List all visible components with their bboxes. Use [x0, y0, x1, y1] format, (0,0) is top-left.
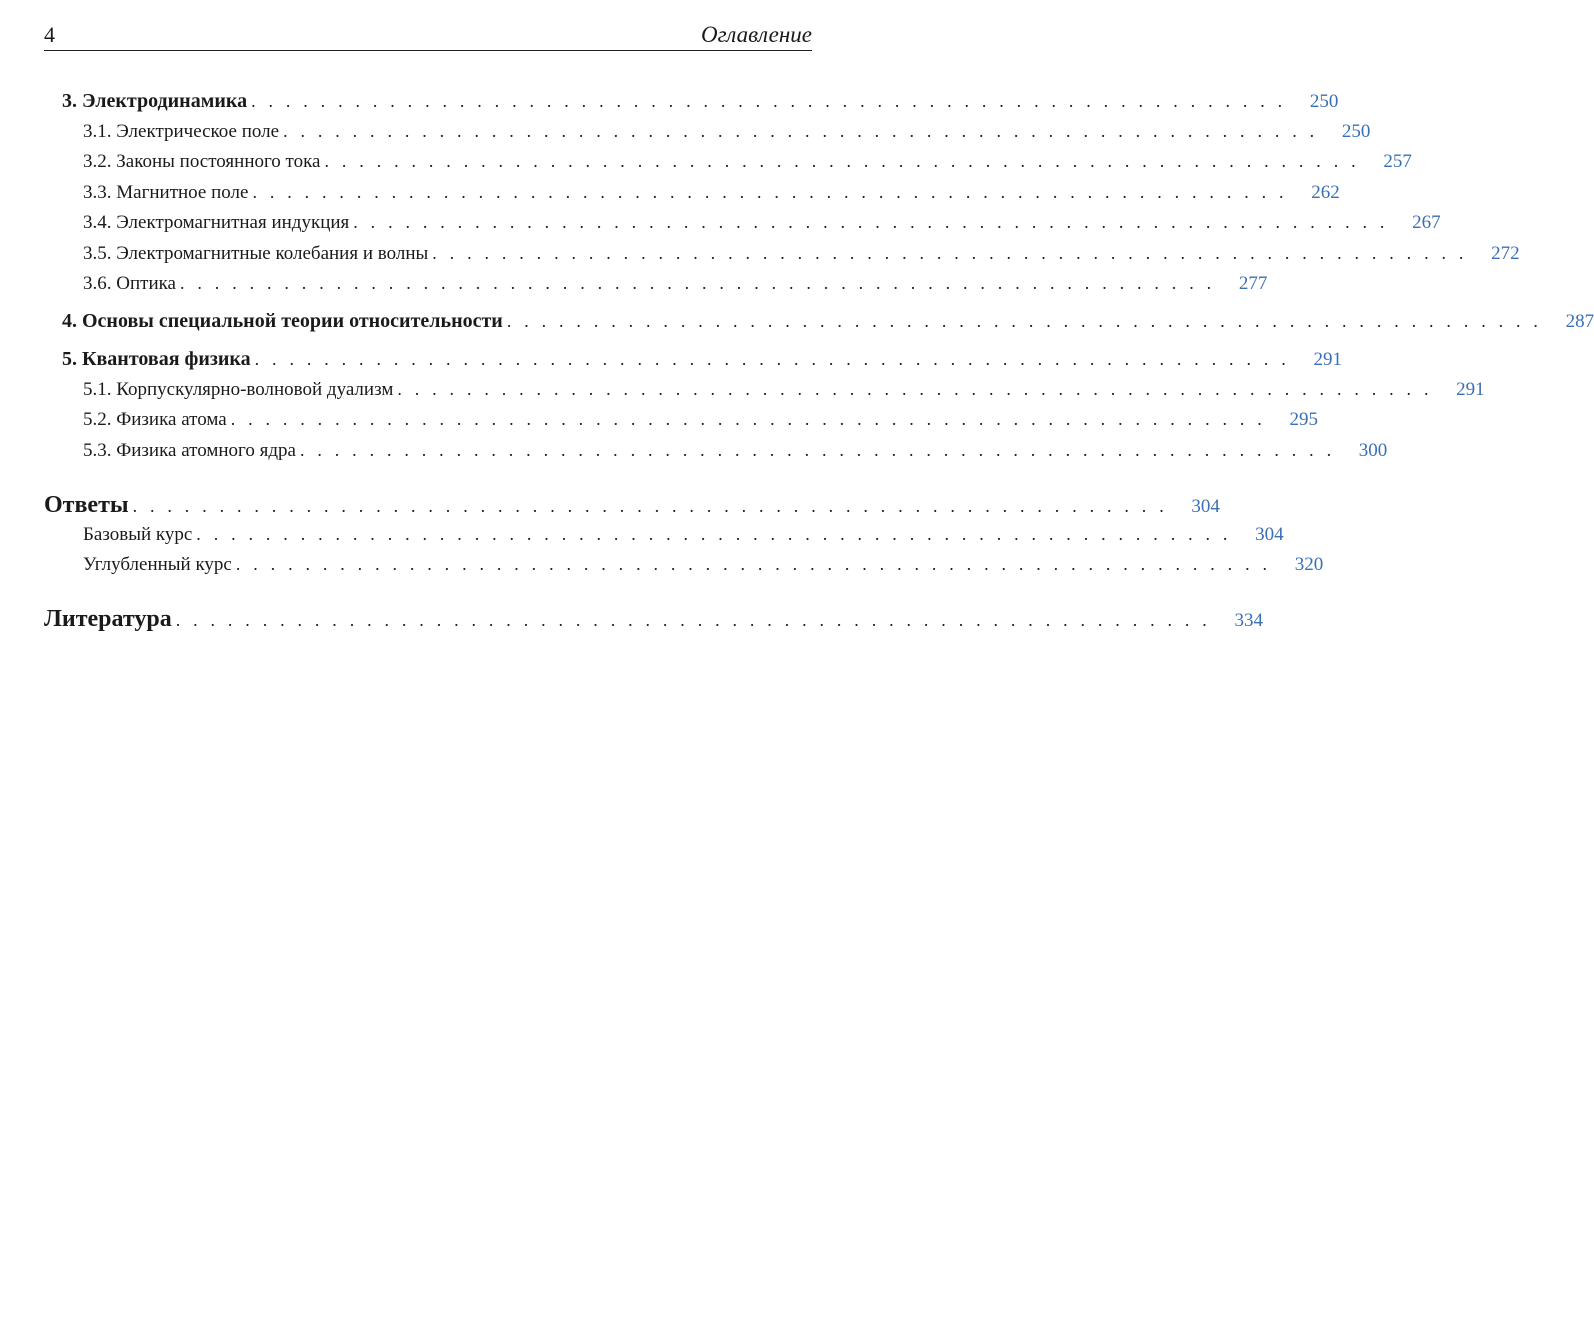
- toc-page-number[interactable]: 291: [1313, 349, 1342, 370]
- toc-entry-label: 5.3. Физика атомного ядра: [83, 440, 296, 461]
- toc-entry-section-3-2[interactable]: [0, 151, 1412, 181]
- toc-entry-section-3-4[interactable]: [0, 212, 1441, 242]
- toc-page-number[interactable]: 320: [1294, 554, 1324, 575]
- toc-entry-label: 3.4. Электромагнитная индукция: [83, 212, 350, 233]
- toc-entry-chapter-3[interactable]: [0, 90, 1339, 120]
- toc-entry-label: Литература: [44, 606, 172, 632]
- toc-leader-dots: . . . . . . . . . . . . . . . . . . . . . . . . . . . . . . . . . . . . . . . . . . . . . . . . . . . . . . . . . . . .: [251, 91, 1287, 111]
- toc-entry-section-3-1[interactable]: [0, 121, 1371, 151]
- toc-page-number[interactable]: 304: [1255, 524, 1284, 545]
- toc-entry-label: 3.1. Электрическое поле: [83, 121, 280, 142]
- running-title: Оглавление: [700, 22, 812, 47]
- toc-leader-dots: . . . . . . . . . . . . . . . . . . . . . . . . . . . . . . . . . . . . . . . . . . . . . . . . . . . . . . . . . . . .: [397, 379, 1433, 399]
- toc-page-number[interactable]: 295: [1289, 409, 1318, 430]
- page-number: 4: [44, 22, 55, 47]
- toc-entry-basic-course[interactable]: [0, 524, 1284, 554]
- toc-page-number[interactable]: 272: [1491, 243, 1520, 264]
- toc-page-number[interactable]: 291: [1456, 379, 1485, 400]
- toc-page-number[interactable]: 304: [1191, 496, 1220, 517]
- toc-entry-label: 5. Квантовая физика: [62, 348, 251, 370]
- toc-entry-section-5-1[interactable]: [0, 379, 1485, 409]
- toc-leader-dots: . . . . . . . . . . . . . . . . . . . . . . . . . . . . . . . . . . . . . . . . . . . . . . . . . . . . . . . . . . . .: [432, 243, 1468, 263]
- toc-leader-dots: . . . . . . . . . . . . . . . . . . . . . . . . . . . . . . . . . . . . . . . . . . . . . . . . . . . . . . . . . . . .: [230, 409, 1266, 429]
- toc-page-number[interactable]: 267: [1412, 212, 1441, 233]
- toc-entry-section-5-3[interactable]: [0, 440, 1388, 470]
- toc-leader-dots: . . . . . . . . . . . . . . . . . . . . . . . . . . . . . . . . . . . . . . . . . . . . . . . . . . . . . . . . . . . .: [196, 524, 1232, 544]
- toc-page-number[interactable]: 250: [1309, 91, 1339, 112]
- toc-entry-chapter-5[interactable]: [0, 348, 1342, 378]
- toc-entry-label: 3.6. Оптика: [83, 273, 176, 294]
- toc-leader-dots: . . . . . . . . . . . . . . . . . . . . . . . . . . . . . . . . . . . . . . . . . . . . . . . . . . . . . . . . . . . .: [235, 554, 1272, 574]
- toc-entry-literature[interactable]: [0, 606, 1264, 636]
- toc-leader-dots: . . . . . . . . . . . . . . . . . . . . . . . . . . . . . . . . . . . . . . . . . . . . . . . . . . . . . . . . . . . .: [353, 212, 1389, 232]
- toc-entry-label: 5.1. Корпускулярно-волновой дуализм: [83, 379, 394, 400]
- toc-page-number[interactable]: 300: [1358, 440, 1388, 461]
- toc-page-number[interactable]: 334: [1234, 610, 1264, 631]
- toc-entry-answers[interactable]: [0, 492, 1220, 522]
- page-header: [44, 20, 812, 51]
- toc-entry-label: 3.5. Электромагнитные колебания и волны: [83, 243, 429, 264]
- toc-page-number[interactable]: 277: [1238, 273, 1268, 294]
- toc-entry-section-3-3[interactable]: [0, 182, 1340, 212]
- toc-leader-dots: . . . . . . . . . . . . . . . . . . . . . . . . . . . . . . . . . . . . . . . . . . . . . . . . . . . . . . . . . . . .: [180, 273, 1216, 293]
- toc-page-number[interactable]: 250: [1341, 121, 1371, 142]
- toc-leader-dots: . . . . . . . . . . . . . . . . . . . . . . . . . . . . . . . . . . . . . . . . . . . . . . . . . . . . . . . . . . . .: [506, 311, 1543, 331]
- toc-entry-label: Ответы: [44, 492, 129, 518]
- toc-leader-dots: . . . . . . . . . . . . . . . . . . . . . . . . . . . . . . . . . . . . . . . . . . . . . . . . . . . . . . . . . . . .: [324, 151, 1360, 171]
- toc-page-number[interactable]: 262: [1311, 182, 1340, 203]
- toc-entry-section-5-2[interactable]: [0, 409, 1318, 439]
- toc-entry-section-3-6[interactable]: [0, 273, 1268, 303]
- toc-entry-advanced-course[interactable]: [0, 554, 1324, 584]
- toc-entry-label: 3.3. Магнитное поле: [83, 182, 249, 203]
- toc-leader-dots: . . . . . . . . . . . . . . . . . . . . . . . . . . . . . . . . . . . . . . . . . . . . . . . . . . . . . . . . . . . .: [283, 121, 1319, 141]
- toc-entry-section-3-5[interactable]: [0, 243, 1520, 273]
- toc-entry-label: 3.2. Законы постоянного тока: [83, 151, 321, 172]
- toc-leader-dots: . . . . . . . . . . . . . . . . . . . . . . . . . . . . . . . . . . . . . . . . . . . . . . . . . . . . . . . . . . . .: [254, 349, 1290, 369]
- toc-leader-dots: . . . . . . . . . . . . . . . . . . . . . . . . . . . . . . . . . . . . . . . . . . . . . . . . . . . . . . . . . . . .: [252, 182, 1288, 202]
- toc-entry-label: 5.2. Физика атома: [83, 409, 227, 430]
- toc-page-number[interactable]: 257: [1383, 151, 1412, 172]
- toc-leader-dots: . . . . . . . . . . . . . . . . . . . . . . . . . . . . . . . . . . . . . . . . . . . . . . . . . . . . . . . . . . . .: [175, 610, 1212, 630]
- toc-leader-dots: . . . . . . . . . . . . . . . . . . . . . . . . . . . . . . . . . . . . . . . . . . . . . . . . . . . . . . . . . . . .: [132, 496, 1168, 516]
- toc-entry-chapter-4[interactable]: [0, 310, 1594, 340]
- toc-leader-dots: . . . . . . . . . . . . . . . . . . . . . . . . . . . . . . . . . . . . . . . . . . . . . . . . . . . . . . . . . . . .: [299, 440, 1336, 460]
- toc-entry-label: 3. Электродинамика: [62, 90, 248, 112]
- toc-entry-label: Базовый курс: [83, 524, 193, 545]
- toc-entry-label: Углубленный курс: [83, 554, 232, 575]
- toc-entry-label: 4. Основы специальной теории относительности: [62, 310, 503, 332]
- toc-page-number[interactable]: 287: [1565, 311, 1594, 332]
